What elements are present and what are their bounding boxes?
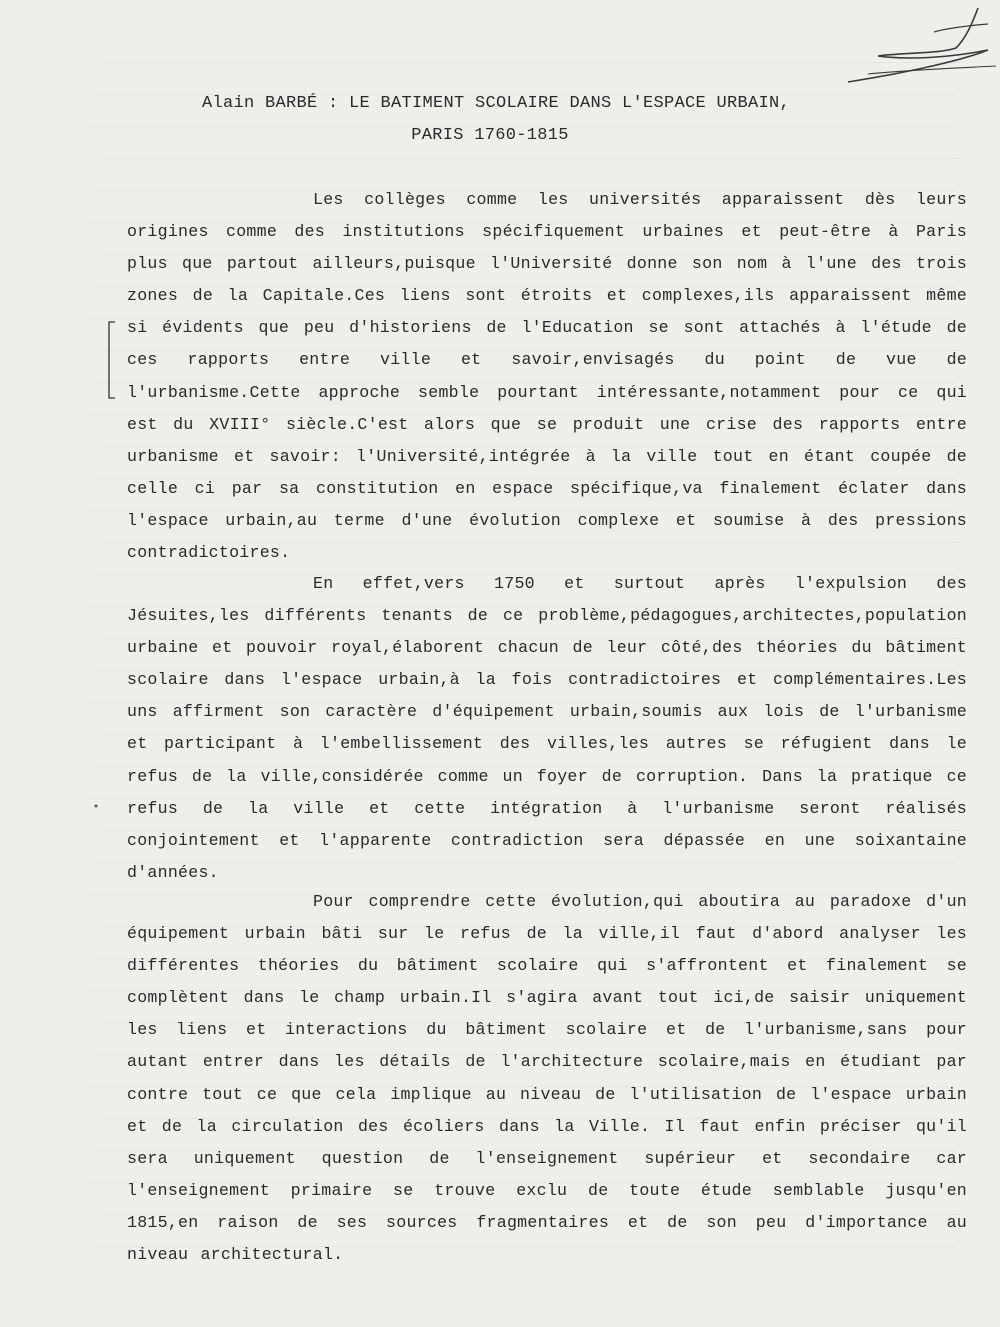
- bleed-through-line: [100, 158, 960, 161]
- paragraph-3: Pour comprendre cette évolution,qui aboutira au paradoxe d'un équipement urbain bâti sur le refus de la ville,il faut d'abord analyser les différentes théories du bâtiment scolaire qui s'affrontent et finalement se complètent dans le champ urbain.Il s'agira avant tout ici,de saisir uniquement les liens et interactions du bâtiment scolaire et de l'urbanisme,sans pour autant entrer dans les détails de l'architecture scolaire,mais en étudiant par contre tout ce que cela implique au niveau de l'utilisation de l'espace urbain et de la circulation des écoliers dans la Ville. Il faut enfin préciser qu'il sera uniquement question de l'enseignement supérieur et secondaire car l'enseignement primaire se trouve exclu de toute étude semblable jusqu'en 1815,en raison de ses sources fragmentaires et de son peu d'importance au niveau architectural.: [127, 892, 967, 1265]
- bleed-through-line: [100, 62, 960, 65]
- handwritten-signature: [838, 4, 998, 88]
- margin-bracket-mark: [106, 320, 116, 400]
- document-subtitle: PARIS 1760-1815: [411, 126, 569, 145]
- document-title: Alain BARBÉ : LE BATIMENT SCOLAIRE DANS L'ESPACE URBAIN,: [201, 94, 791, 113]
- paragraph-2: En effet,vers 1750 et surtout après l'expulsion des Jésuites,les différents tenants de ce problème,pédagogues,architectes,population urbaine et pouvoir royal,élaborent chacun de leur côté,des théories du bâtiment scolaire dans l'espace urbain,à la fois contradictoires et complémentaires.Les uns affirment son caractère d'équipement urbain,soumis aux lois de l'urbanisme et participant à l'embellissement des villes,les autres se réfugient dans le refus de la ville,considérée comme un foyer de corruption. Dans la pratique ce refus de la ville et cette intégration à l'urbanisme seront réalisés conjointement et l'apparente contradiction sera dépassée en une soixantaine d'années.: [127, 574, 967, 882]
- margin-dot-mark: [92, 802, 100, 810]
- paragraph-1: Les collèges comme les universités apparaissent dès leurs origines comme des institutions spécifiquement urbaines et peut-être à Paris plus que partout ailleurs,puisque l'Université donne son nom à l'une des trois zones de la Capitale.Ces liens sont étroits et complexes,ils apparaissent même si évidents que peu d'historiens de l'Education se sont attachés à l'étude de ces rapports entre ville et savoir,envisagés du point de vue de l'urbanisme.Cette approche semble pourtant intéressante,notamment pour ce qui est du XVIII° siècle.C'est alors que se produit une crise des rapports entre urbanisme et savoir: l'Université,intégrée à la ville tout en étant coupée de celle ci par sa constitution en espace spécifique,va finalement éclater dans l'espace urbain,au terme d'une évolution complexe et soumise à des pressions contradictoires.: [127, 190, 967, 563]
